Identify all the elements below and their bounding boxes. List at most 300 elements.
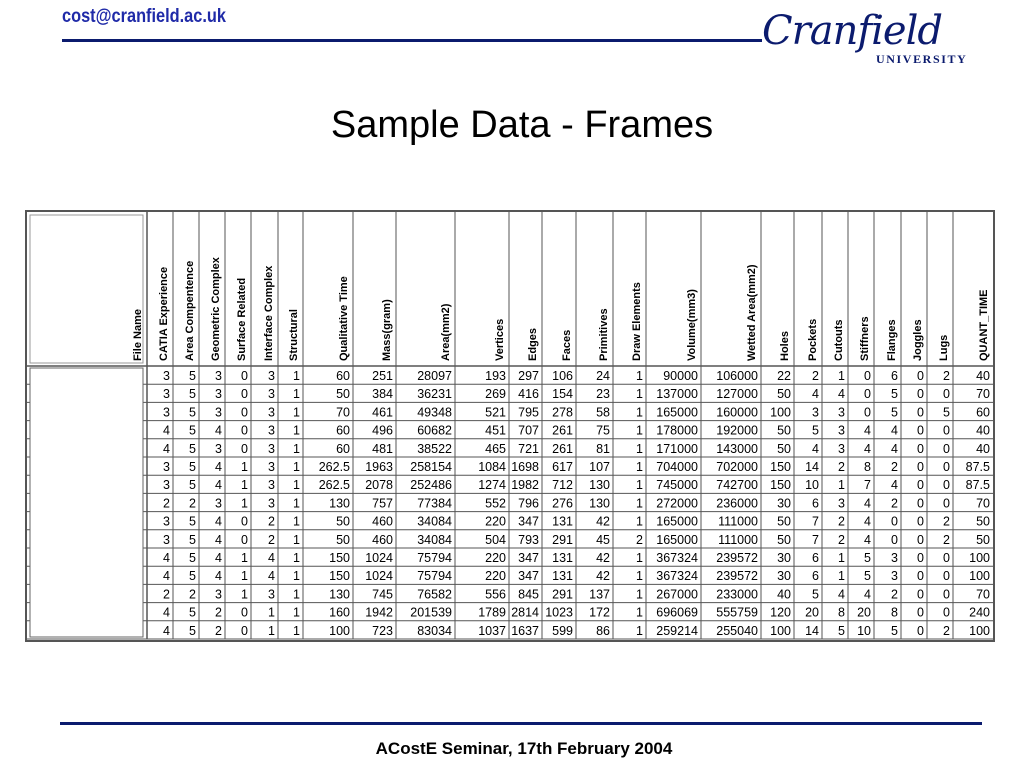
table-cell: 0 — [943, 423, 950, 438]
table-cell: 258154 — [410, 460, 452, 474]
table-cell: 1 — [293, 605, 300, 620]
table-cell: 0 — [864, 369, 871, 383]
table-cell: 1274 — [478, 478, 506, 493]
column-header: Primitives — [598, 308, 610, 361]
table-cell: 3 — [215, 387, 222, 402]
table-cell: 291 — [552, 587, 573, 602]
table-cell: 5 — [864, 551, 871, 565]
table-cell: 2 — [189, 496, 196, 511]
table-cell: 8 — [891, 605, 898, 620]
table-cell: 0 — [943, 441, 950, 456]
table-cell: 1 — [293, 423, 300, 438]
table-cell: 0 — [943, 605, 950, 620]
table-cell: 4 — [864, 496, 871, 511]
table-cell: 7 — [812, 532, 819, 547]
table-cell: 1 — [241, 496, 248, 511]
table-cell: 100 — [969, 551, 990, 565]
table-cell: 1 — [838, 369, 845, 383]
table-cell: 40 — [777, 587, 791, 602]
table-cell: 1 — [241, 587, 248, 602]
table-cell: 1 — [636, 514, 643, 529]
table-cell: 2 — [838, 532, 845, 547]
table-cell: 1698 — [511, 460, 539, 474]
table-cell: 704000 — [656, 460, 698, 474]
table-cell: 75794 — [417, 569, 452, 584]
table-row — [163, 606, 990, 620]
table-cell: 0 — [943, 478, 950, 493]
table-cell: 165000 — [656, 514, 698, 529]
table-cell: 100 — [329, 623, 350, 638]
table-cell: 745000 — [656, 478, 698, 493]
table-cell: 3 — [268, 460, 275, 474]
column-header: Interface Complex — [263, 265, 275, 361]
table-cell: 5 — [189, 532, 196, 547]
table-cell: 1 — [636, 387, 643, 402]
table-cell: 0 — [917, 460, 924, 474]
file-name-header-area — [30, 215, 143, 363]
table-cell: 60 — [976, 405, 990, 420]
cranfield-university-logo — [762, 8, 1002, 70]
table-cell: 38522 — [417, 441, 452, 456]
table-cell: 272000 — [656, 496, 698, 511]
table-cell: 1 — [636, 587, 643, 602]
table-row — [163, 515, 990, 529]
table-cell: 106 — [552, 369, 573, 383]
table-cell: 416 — [518, 387, 539, 402]
table-cell: 30 — [777, 496, 791, 511]
table-cell: 0 — [917, 405, 924, 420]
table-cell: 28097 — [417, 369, 452, 383]
table-cell: 2 — [943, 623, 950, 638]
table-cell: 4 — [864, 441, 871, 456]
table-cell: 1024 — [365, 569, 393, 584]
column-header: Faces — [561, 329, 573, 361]
table-cell: 1 — [293, 587, 300, 602]
table-cell: 4 — [891, 423, 898, 438]
table-cell: 291 — [552, 532, 573, 547]
table-cell: 0 — [917, 605, 924, 620]
table-cell: 160 — [329, 605, 350, 620]
table-cell: 5 — [189, 478, 196, 493]
table-cell: 1 — [636, 623, 643, 638]
table-cell: 131 — [552, 569, 573, 584]
table-cell: 1 — [636, 569, 643, 584]
table-cell: 460 — [372, 532, 393, 547]
footer-rule — [60, 722, 982, 725]
table-cell: 40 — [976, 441, 990, 456]
table-cell: 20 — [857, 605, 871, 620]
table-cell: 262.5 — [318, 460, 350, 474]
table-cell: 2 — [838, 514, 845, 529]
table-cell: 50 — [777, 514, 791, 529]
column-header: Volume(mm3) — [686, 289, 698, 361]
table-cell: 1 — [293, 514, 300, 529]
table-cell: 100 — [770, 405, 791, 420]
table-cell: 50 — [777, 532, 791, 547]
table-cell: 1 — [293, 551, 300, 565]
table-row — [163, 460, 990, 474]
table-cell: 4 — [163, 551, 170, 565]
table-cell: 6 — [812, 496, 819, 511]
table-cell: 1 — [241, 460, 248, 474]
table-cell: 1 — [636, 441, 643, 456]
table-row — [163, 624, 990, 638]
table-cell: 261 — [552, 441, 573, 456]
table-cell: 5 — [189, 423, 196, 438]
column-header: Vertices — [494, 318, 506, 361]
table-cell: 0 — [864, 405, 871, 420]
table-cell: 3 — [163, 514, 170, 529]
table-cell: 30 — [777, 569, 791, 584]
table-body — [163, 369, 990, 638]
column-headers — [132, 256, 990, 361]
table-cell: 2 — [268, 514, 275, 529]
table-cell: 3 — [268, 441, 275, 456]
table-cell: 150 — [329, 551, 350, 565]
table-cell: 2 — [268, 532, 275, 547]
table-cell: 193 — [485, 369, 506, 383]
table-cell: 236000 — [716, 496, 758, 511]
table-cell: 521 — [485, 405, 506, 420]
table-cell: 2 — [943, 369, 950, 383]
table-cell: 90000 — [663, 369, 698, 383]
table-cell: 465 — [485, 441, 506, 456]
table-cell: 42 — [596, 569, 610, 584]
table-cell: 0 — [943, 569, 950, 584]
table-cell: 50 — [336, 514, 350, 529]
table-cell: 793 — [518, 532, 539, 547]
table-cell: 0 — [241, 387, 248, 402]
table-cell: 3 — [268, 387, 275, 402]
table-cell: 1 — [636, 496, 643, 511]
column-header: Flanges — [886, 319, 898, 361]
table-cell: 3 — [838, 441, 845, 456]
table-cell: 24 — [596, 369, 610, 383]
table-cell: 233000 — [716, 587, 758, 602]
table-cell: 70 — [976, 496, 990, 511]
table-cell: 702000 — [716, 460, 758, 474]
table-cell: 5 — [838, 623, 845, 638]
table-cell: 1 — [636, 460, 643, 474]
table-cell: 70 — [336, 405, 350, 420]
logo-subtitle: UNIVERSITY — [876, 52, 968, 66]
data-grid — [27, 212, 993, 640]
table-cell: 1 — [293, 478, 300, 493]
table-cell: 1637 — [511, 623, 539, 638]
table-cell: 3 — [268, 405, 275, 420]
table-cell: 4 — [864, 423, 871, 438]
table-cell: 36231 — [417, 387, 452, 402]
table-cell: 150 — [770, 478, 791, 493]
table-cell: 8 — [838, 605, 845, 620]
table-cell: 23 — [596, 387, 610, 402]
table-cell: 7 — [864, 478, 871, 493]
table-cell: 1 — [241, 478, 248, 493]
table-cell: 34084 — [417, 514, 452, 529]
table-cell: 696069 — [656, 605, 698, 620]
table-cell: 178000 — [656, 423, 698, 438]
table-cell: 160000 — [716, 405, 758, 420]
table-cell: 1 — [293, 623, 300, 638]
table-cell: 3 — [838, 423, 845, 438]
table-cell: 220 — [485, 551, 506, 565]
table-cell: 1942 — [365, 605, 393, 620]
table-cell: 30 — [777, 551, 791, 565]
table-cell: 87.5 — [965, 460, 990, 474]
table-cell: 137 — [589, 587, 610, 602]
table-cell: 2 — [812, 369, 819, 383]
table-cell: 70 — [976, 387, 990, 402]
table-cell: 1 — [838, 551, 845, 565]
table-cell: 1 — [636, 478, 643, 493]
table-cell: 100 — [969, 623, 990, 638]
table-cell: 3 — [163, 460, 170, 474]
table-cell: 0 — [917, 387, 924, 402]
table-cell: 261 — [552, 423, 573, 438]
table-cell: 552 — [485, 496, 506, 511]
table-cell: 5 — [891, 623, 898, 638]
table-cell: 617 — [552, 460, 573, 474]
table-cell: 2 — [215, 605, 222, 620]
table-cell: 60682 — [417, 423, 452, 438]
slide-title: Sample Data - Frames — [330, 104, 714, 146]
table-cell: 3 — [163, 369, 170, 383]
column-header: Area(mm2) — [440, 303, 452, 361]
table-cell: 40 — [976, 369, 990, 383]
table-cell: 0 — [917, 569, 924, 584]
column-header: Edges — [527, 327, 539, 361]
table-cell: 0 — [943, 460, 950, 474]
table-cell: 1 — [293, 569, 300, 584]
table-cell: 5 — [189, 551, 196, 565]
table-row — [163, 533, 990, 547]
table-cell: 0 — [241, 532, 248, 547]
table-cell: 4 — [215, 478, 222, 493]
table-cell: 3 — [891, 569, 898, 584]
table-cell: 4 — [163, 441, 170, 456]
table-row — [163, 569, 990, 583]
table-cell: 131 — [552, 514, 573, 529]
table-cell: 239572 — [716, 569, 758, 584]
table-cell: 111000 — [718, 514, 758, 529]
column-header: Lugs — [938, 334, 950, 361]
table-cell: 1023 — [545, 605, 573, 620]
table-row — [163, 424, 990, 438]
table-cell: 20 — [805, 605, 819, 620]
table-cell: 137000 — [656, 387, 698, 402]
table-cell: 34084 — [417, 532, 452, 547]
table-cell: 1 — [293, 405, 300, 420]
column-header: Qualitative Time — [338, 276, 350, 361]
table-cell: 3 — [268, 587, 275, 602]
table-cell: 4 — [163, 569, 170, 584]
table-cell: 0 — [917, 496, 924, 511]
table-cell: 76582 — [417, 587, 452, 602]
table-cell: 0 — [917, 478, 924, 493]
table-cell: 481 — [372, 441, 393, 456]
table-cell: 83034 — [417, 623, 452, 638]
table-cell: 2 — [636, 532, 643, 547]
table-cell: 757 — [372, 496, 393, 511]
table-cell: 1024 — [365, 551, 393, 565]
table-cell: 1 — [293, 441, 300, 456]
column-header: CATIA Experience — [158, 266, 170, 361]
table-row — [163, 369, 990, 383]
table-cell: 0 — [891, 532, 898, 547]
table-cell: 721 — [518, 441, 539, 456]
table-cell: 220 — [485, 569, 506, 584]
table-cell: 0 — [917, 532, 924, 547]
table-cell: 49348 — [417, 405, 452, 420]
table-cell: 4 — [215, 532, 222, 547]
table-cell: 3 — [268, 478, 275, 493]
table-cell: 50 — [976, 532, 990, 547]
table-cell: 1 — [268, 605, 275, 620]
table-cell: 2 — [943, 532, 950, 547]
table-cell: 240 — [969, 605, 990, 620]
table-cell: 297 — [518, 369, 539, 383]
table-cell: 0 — [241, 441, 248, 456]
file-name-blank-area — [30, 368, 143, 637]
column-header: Structural — [288, 309, 300, 361]
table-cell: 7 — [812, 514, 819, 529]
table-cell: 3 — [215, 441, 222, 456]
table-cell: 50 — [777, 423, 791, 438]
column-header: Mass(gram) — [381, 299, 393, 361]
table-cell: 77384 — [417, 496, 452, 511]
table-cell: 60 — [336, 441, 350, 456]
table-cell: 555759 — [716, 605, 758, 620]
table-cell: 4 — [268, 551, 275, 565]
table-cell: 130 — [329, 587, 350, 602]
table-cell: 5 — [943, 405, 950, 420]
table-cell: 3 — [812, 405, 819, 420]
column-header: Wetted Area(mm2) — [746, 264, 758, 361]
table-cell: 384 — [372, 387, 393, 402]
table-cell: 0 — [917, 441, 924, 456]
table-cell: 5 — [864, 569, 871, 584]
table-cell: 742700 — [716, 478, 758, 493]
table-cell: 347 — [518, 551, 539, 565]
logo-wordmark: Cranfield — [762, 8, 943, 54]
table-cell: 0 — [241, 405, 248, 420]
column-header: Area Compentence — [184, 260, 196, 361]
table-cell: 0 — [241, 369, 248, 383]
table-cell: 347 — [518, 514, 539, 529]
column-header: Joggles — [912, 319, 924, 361]
table-cell: 845 — [518, 587, 539, 602]
table-cell: 106000 — [716, 369, 758, 383]
table-cell: 130 — [329, 496, 350, 511]
table-cell: 5 — [189, 623, 196, 638]
table-row — [163, 496, 990, 510]
table-cell: 2078 — [365, 478, 393, 493]
table-cell: 81 — [596, 441, 610, 456]
table-cell: 251 — [372, 369, 393, 383]
table-cell: 2 — [891, 496, 898, 511]
table-cell: 1789 — [478, 605, 506, 620]
contact-email-link[interactable]: cost@cranfield.ac.uk — [62, 6, 226, 27]
table-cell: 165000 — [656, 405, 698, 420]
header-rule — [62, 39, 762, 42]
table-cell: 4 — [163, 623, 170, 638]
table-cell: 1037 — [478, 623, 506, 638]
column-header: Surface Related — [236, 277, 248, 361]
table-cell: 50 — [976, 514, 990, 529]
table-cell: 3 — [838, 405, 845, 420]
table-cell: 6 — [812, 551, 819, 565]
table-cell: 745 — [372, 587, 393, 602]
table-cell: 367324 — [656, 551, 698, 565]
table-cell: 4 — [864, 532, 871, 547]
table-cell: 3 — [163, 478, 170, 493]
table-cell: 111000 — [718, 532, 758, 547]
table-cell: 0 — [891, 514, 898, 529]
table-cell: 262.5 — [318, 478, 350, 493]
table-cell: 6 — [812, 569, 819, 584]
table-cell: 5 — [189, 569, 196, 584]
table-cell: 0 — [917, 551, 924, 565]
table-cell: 0 — [241, 514, 248, 529]
table-cell: 3 — [215, 496, 222, 511]
table-cell: 154 — [552, 387, 573, 402]
table-cell: 220 — [485, 514, 506, 529]
table-cell: 4 — [838, 387, 845, 402]
table-cell: 171000 — [656, 441, 698, 456]
table-cell: 4 — [838, 587, 845, 602]
table-cell: 0 — [917, 423, 924, 438]
table-cell: 3 — [163, 405, 170, 420]
table-cell: 100 — [770, 623, 791, 638]
table-cell: 5 — [189, 387, 196, 402]
table-cell: 4 — [215, 551, 222, 565]
table-cell: 4 — [891, 441, 898, 456]
table-cell: 0 — [917, 587, 924, 602]
table-cell: 70 — [976, 587, 990, 602]
table-cell: 3 — [215, 587, 222, 602]
table-cell: 75 — [596, 423, 610, 438]
table-cell: 269 — [485, 387, 506, 402]
table-cell: 367324 — [656, 569, 698, 584]
table-cell: 4 — [812, 441, 819, 456]
table-cell: 1 — [268, 623, 275, 638]
table-cell: 796 — [518, 496, 539, 511]
table-cell: 58 — [596, 405, 610, 420]
table-cell: 130 — [589, 478, 610, 493]
table-cell: 130 — [589, 496, 610, 511]
table-cell: 1 — [241, 551, 248, 565]
table-cell: 4 — [891, 478, 898, 493]
table-cell: 4 — [163, 605, 170, 620]
table-cell: 1982 — [511, 478, 539, 493]
table-cell: 3 — [215, 405, 222, 420]
table-cell: 451 — [485, 423, 506, 438]
table-cell: 3 — [838, 496, 845, 511]
table-cell: 201539 — [410, 605, 452, 620]
table-cell: 1 — [293, 460, 300, 474]
table-cell: 10 — [805, 478, 819, 493]
table-cell: 3 — [891, 551, 898, 565]
table-cell: 50 — [777, 387, 791, 402]
table-cell: 143000 — [716, 441, 758, 456]
table-cell: 40 — [976, 423, 990, 438]
column-header: Stiffners — [859, 316, 871, 361]
table-cell: 5 — [891, 405, 898, 420]
table-cell: 165000 — [656, 532, 698, 547]
table-cell: 795 — [518, 405, 539, 420]
table-cell: 2814 — [511, 605, 539, 620]
table-cell: 1 — [636, 551, 643, 565]
